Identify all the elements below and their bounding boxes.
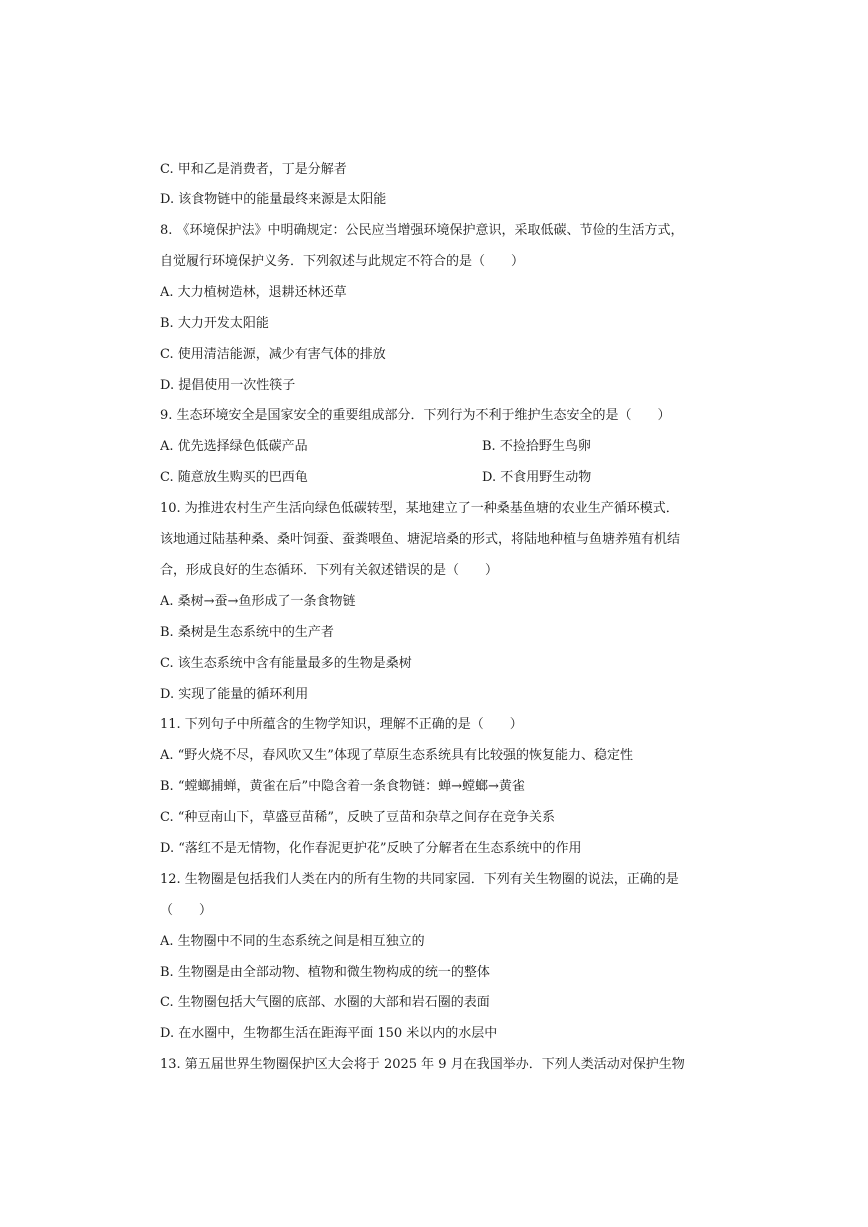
q11-option-b: B. “螳螂捕蝉，黄雀在后”中隐含着一条食物链：蝉→螳螂→黄雀 bbox=[160, 779, 525, 794]
q10-option-d: D. 实现了能量的循环利用 bbox=[160, 687, 309, 702]
q10-option-a: A. 桑树→蚕→鱼形成了一条食物链 bbox=[160, 594, 356, 609]
q8-stem-line-2: 自觉履行环境保护义务．下列叙述与此规定不符合的是（ ） bbox=[160, 254, 525, 269]
q11-option-d: D. “落红不是无情物，化作春泥更护花”反映了分解者在生态系统中的作用 bbox=[160, 841, 582, 856]
q10-option-c: C. 该生态系统中含有能量最多的生物是桑树 bbox=[160, 656, 412, 671]
q11-stem: 11. 下列句子中所蕴含的生物学知识，理解不正确的是（ ） bbox=[160, 717, 523, 732]
q10-stem-line-3: 合，形成良好的生态循环．下列有关叙述错误的是（ ） bbox=[160, 563, 499, 578]
q11-option-a: A. “野火烧不尽，春风吹又生”体现了草原生态系统具有比较强的恢复能力、稳定性 bbox=[160, 748, 633, 763]
q8-option-c: C. 使用清洁能源，减少有害气体的排放 bbox=[160, 347, 386, 362]
q7-option-d: D. 该食物链中的能量最终来源是太阳能 bbox=[160, 192, 387, 207]
q9-option-c: C. 随意放生购买的巴西龟 bbox=[160, 470, 308, 485]
q8-stem-line-1: 8. 《环境保护法》中明确规定：公民应当增强环境保护意识，采取低碳、节俭的生活方式， bbox=[160, 223, 684, 238]
q10-option-b: B. 桑树是生态系统中的生产者 bbox=[160, 625, 334, 640]
q7-option-c: C. 甲和乙是消费者，丁是分解者 bbox=[160, 162, 347, 177]
q9-stem: 9. 生态环境安全是国家安全的重要组成部分．下列行为不利于维护生态安全的是（ ） bbox=[160, 408, 671, 423]
q8-option-b: B. 大力开发太阳能 bbox=[160, 316, 269, 331]
q9-option-b: B. 不捡拾野生鸟卵 bbox=[482, 439, 591, 454]
q11-option-c: C. “种豆南山下，草盛豆苗稀”，反映了豆苗和杂草之间存在竞争关系 bbox=[160, 810, 556, 825]
q10-stem-line-2: 该地通过陆基种桑、桑叶饲蚕、蚕粪喂鱼、塘泥培桑的形式，将陆地种植与鱼塘养殖有机结 bbox=[160, 532, 681, 547]
q12-option-a: A. 生物圈中不同的生态系统之间是相互独立的 bbox=[160, 934, 425, 949]
q9-option-a: A. 优先选择绿色低碳产品 bbox=[160, 439, 308, 454]
q9-option-d: D. 不食用野生动物 bbox=[482, 470, 592, 485]
q12-option-d: D. 在水圈中，生物都生活在距海平面 150 米以内的水层中 bbox=[160, 1026, 498, 1041]
q10-stem-line-1: 10. 为推进农村生产生活向绿色低碳转型，某地建立了一种桑基鱼塘的农业生产循环模式． bbox=[160, 501, 679, 516]
q12-option-b: B. 生物圈是由全部动物、植物和微生物构成的统一的整体 bbox=[160, 965, 490, 980]
q12-stem-line-2: （ ） bbox=[160, 903, 213, 918]
q8-option-a: A. 大力植树造林，退耕还林还草 bbox=[160, 285, 347, 300]
q13-stem-line-1: 13. 第五届世界生物圈保护区大会将于 2025 年 9 月在我国举办．下列人类活动对保护生物 bbox=[160, 1057, 685, 1072]
q12-stem-line-1: 12. 生物圈是包括我们人类在内的所有生物的共同家园．下列有关生物圈的说法，正确的是 bbox=[160, 872, 679, 887]
q8-option-d: D. 提倡使用一次性筷子 bbox=[160, 378, 296, 393]
q12-option-c: C. 生物圈包括大气圈的底部、水圈的大部和岩石圈的表面 bbox=[160, 995, 490, 1010]
